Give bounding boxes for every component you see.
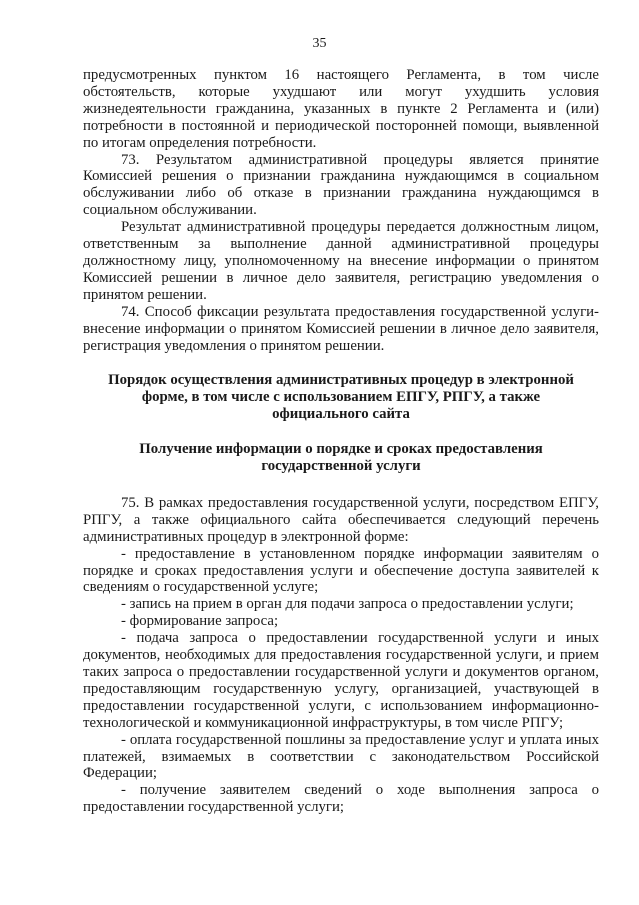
paragraph-result: Результат административной процедуры передается должностным лицом, ответственным за выполнение данной административной процедуры должностному лицу, уполномоченному на внесение информации о принятом Комиссией решении в личное дело заявителя, регистрацию уведомления о принятом решении. bbox=[83, 219, 599, 303]
section-heading: Порядок осуществления административных процедур в электронной форме, в том числе с использованием ЕПГУ, РПГУ, а также официального сайта bbox=[108, 372, 574, 423]
paragraph-continuation: предусмотренных пунктом 16 настоящего Регламента, в том числе обстоятельств, которые ухудшают или могут ухудшить условия жизнедеятельности гражданина, указанных в пункте 2 Регламента и (или) потребности в постоянной и периодической посторонней помощи, выявленной по итогам определения потребности. bbox=[83, 67, 599, 151]
paragraph-73: 73. Результатом административной процедуры является принятие Комиссией решения о признании гражданина нуждающимся в социальном обслуживании либо об отказе в признании гражданина нуждающимся в социальном обслуживании. bbox=[83, 151, 599, 219]
list-item: - формирование запроса; bbox=[121, 613, 279, 630]
list-item: - предоставление в установленном порядке информации заявителям о порядке и сроках предоставления услуги и обеспечение доступа заявителей к сведениям о государственной услуге; bbox=[83, 545, 599, 596]
page-number: 35 bbox=[312, 36, 327, 51]
list-item: - запись на прием в орган для подачи запроса о предоставлении услуги; bbox=[121, 596, 574, 613]
list-item: - подача запроса о предоставлении государственной услуги и иных документов, необходимых для предоставления государственной услуги, и прием таких запроса о предоставлении государственной услуги и документов органом, предоставляющим государственную услугу, организацией, участвующей в предоставлении государственной услуги, с использованием информационно-технологической и коммуникационной инфраструктуры, в том числе РПГУ; bbox=[83, 630, 599, 731]
subsection-heading: Получение информации о порядке и сроках предоставления государственной услуги bbox=[139, 441, 543, 475]
list-item: - оплата государственной пошлины за предоставление услуг и уплата иных платежей, взимаемых в соответствии с законодательством Российской Федерации; bbox=[83, 731, 599, 782]
list-item: - получение заявителем сведений о ходе выполнения запроса о предоставлении государственной услуги; bbox=[83, 782, 599, 816]
document-body bbox=[83, 67, 599, 816]
paragraph-74: 74. Способ фиксации результата предоставления государственной услуги-внесение информации о принятом Комиссией решении в личное дело заявителя, регистрация уведомления о принятом решении. bbox=[83, 303, 599, 354]
paragraph-75: 75. В рамках предоставления государственной услуги, посредством ЕПГУ, РПГУ, а также официального сайта обеспечивается следующий перечень административных процедур в электронной форме: bbox=[83, 494, 599, 545]
